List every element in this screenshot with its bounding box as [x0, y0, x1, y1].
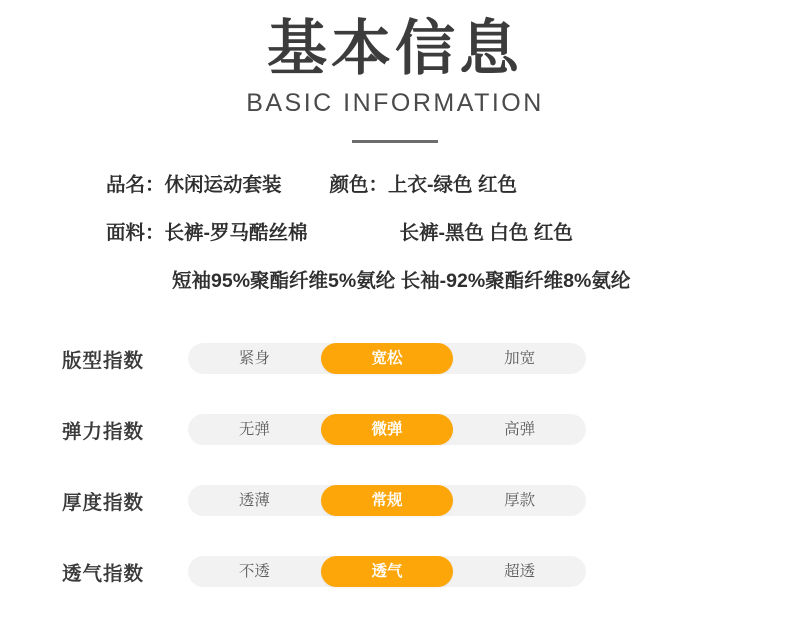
- spec-right-value: 长裤-黑色 白色 红色: [399, 222, 573, 244]
- index-option-selected[interactable]: 透气: [321, 556, 454, 587]
- index-row-breathability: [62, 536, 730, 607]
- index-option[interactable]: 不透: [238, 563, 270, 580]
- page-subtitle: BASIC INFORMATION: [246, 89, 544, 117]
- index-options-track: [188, 485, 586, 516]
- spec-left-label: 面料：: [106, 222, 165, 244]
- index-options-track: [188, 343, 586, 374]
- page-title: 基本信息: [267, 15, 523, 82]
- index-label: 弹力指数: [62, 420, 145, 443]
- spec-left-value: 休闲运动套装: [164, 174, 282, 196]
- index-row-elasticity: [62, 394, 730, 465]
- index-option[interactable]: 超透: [504, 563, 536, 580]
- index-option-selected[interactable]: 微弹: [321, 414, 454, 445]
- spec-row: [44, 169, 746, 217]
- header-divider: [352, 140, 438, 143]
- spec-left-label: 品名：: [106, 174, 165, 196]
- index-options-track: [188, 414, 586, 445]
- index-option[interactable]: 加宽: [504, 350, 536, 367]
- spec-row: [44, 265, 746, 313]
- index-option[interactable]: 高弹: [504, 421, 536, 438]
- index-option[interactable]: 无弹: [238, 421, 270, 438]
- index-label: 厚度指数: [62, 491, 145, 514]
- spec-material-composition: 短袖95%聚酯纤维5%氨纶 长袖-92%聚酯纤维8%氨纶: [172, 270, 631, 292]
- spec-right-value: 上衣-绿色 红色: [388, 174, 517, 196]
- spec-left-value: 长裤-罗马酷丝棉: [164, 222, 308, 244]
- spec-row: [44, 217, 746, 265]
- spec-right-label: 颜色：: [329, 174, 389, 196]
- index-options-track: [188, 556, 586, 587]
- index-label: 透气指数: [62, 562, 145, 585]
- index-row-fit: [62, 323, 730, 394]
- index-option[interactable]: 紧身: [238, 350, 270, 367]
- index-option[interactable]: 厚款: [504, 492, 536, 509]
- index-label: 版型指数: [62, 349, 145, 372]
- index-option[interactable]: 透薄: [238, 492, 270, 509]
- index-row-thickness: [62, 465, 730, 536]
- page-header: [0, 0, 790, 143]
- index-option-selected[interactable]: 宽松: [321, 343, 454, 374]
- index-option-selected[interactable]: 常规: [321, 485, 454, 516]
- index-list: [0, 323, 790, 607]
- spec-list: [0, 169, 790, 313]
